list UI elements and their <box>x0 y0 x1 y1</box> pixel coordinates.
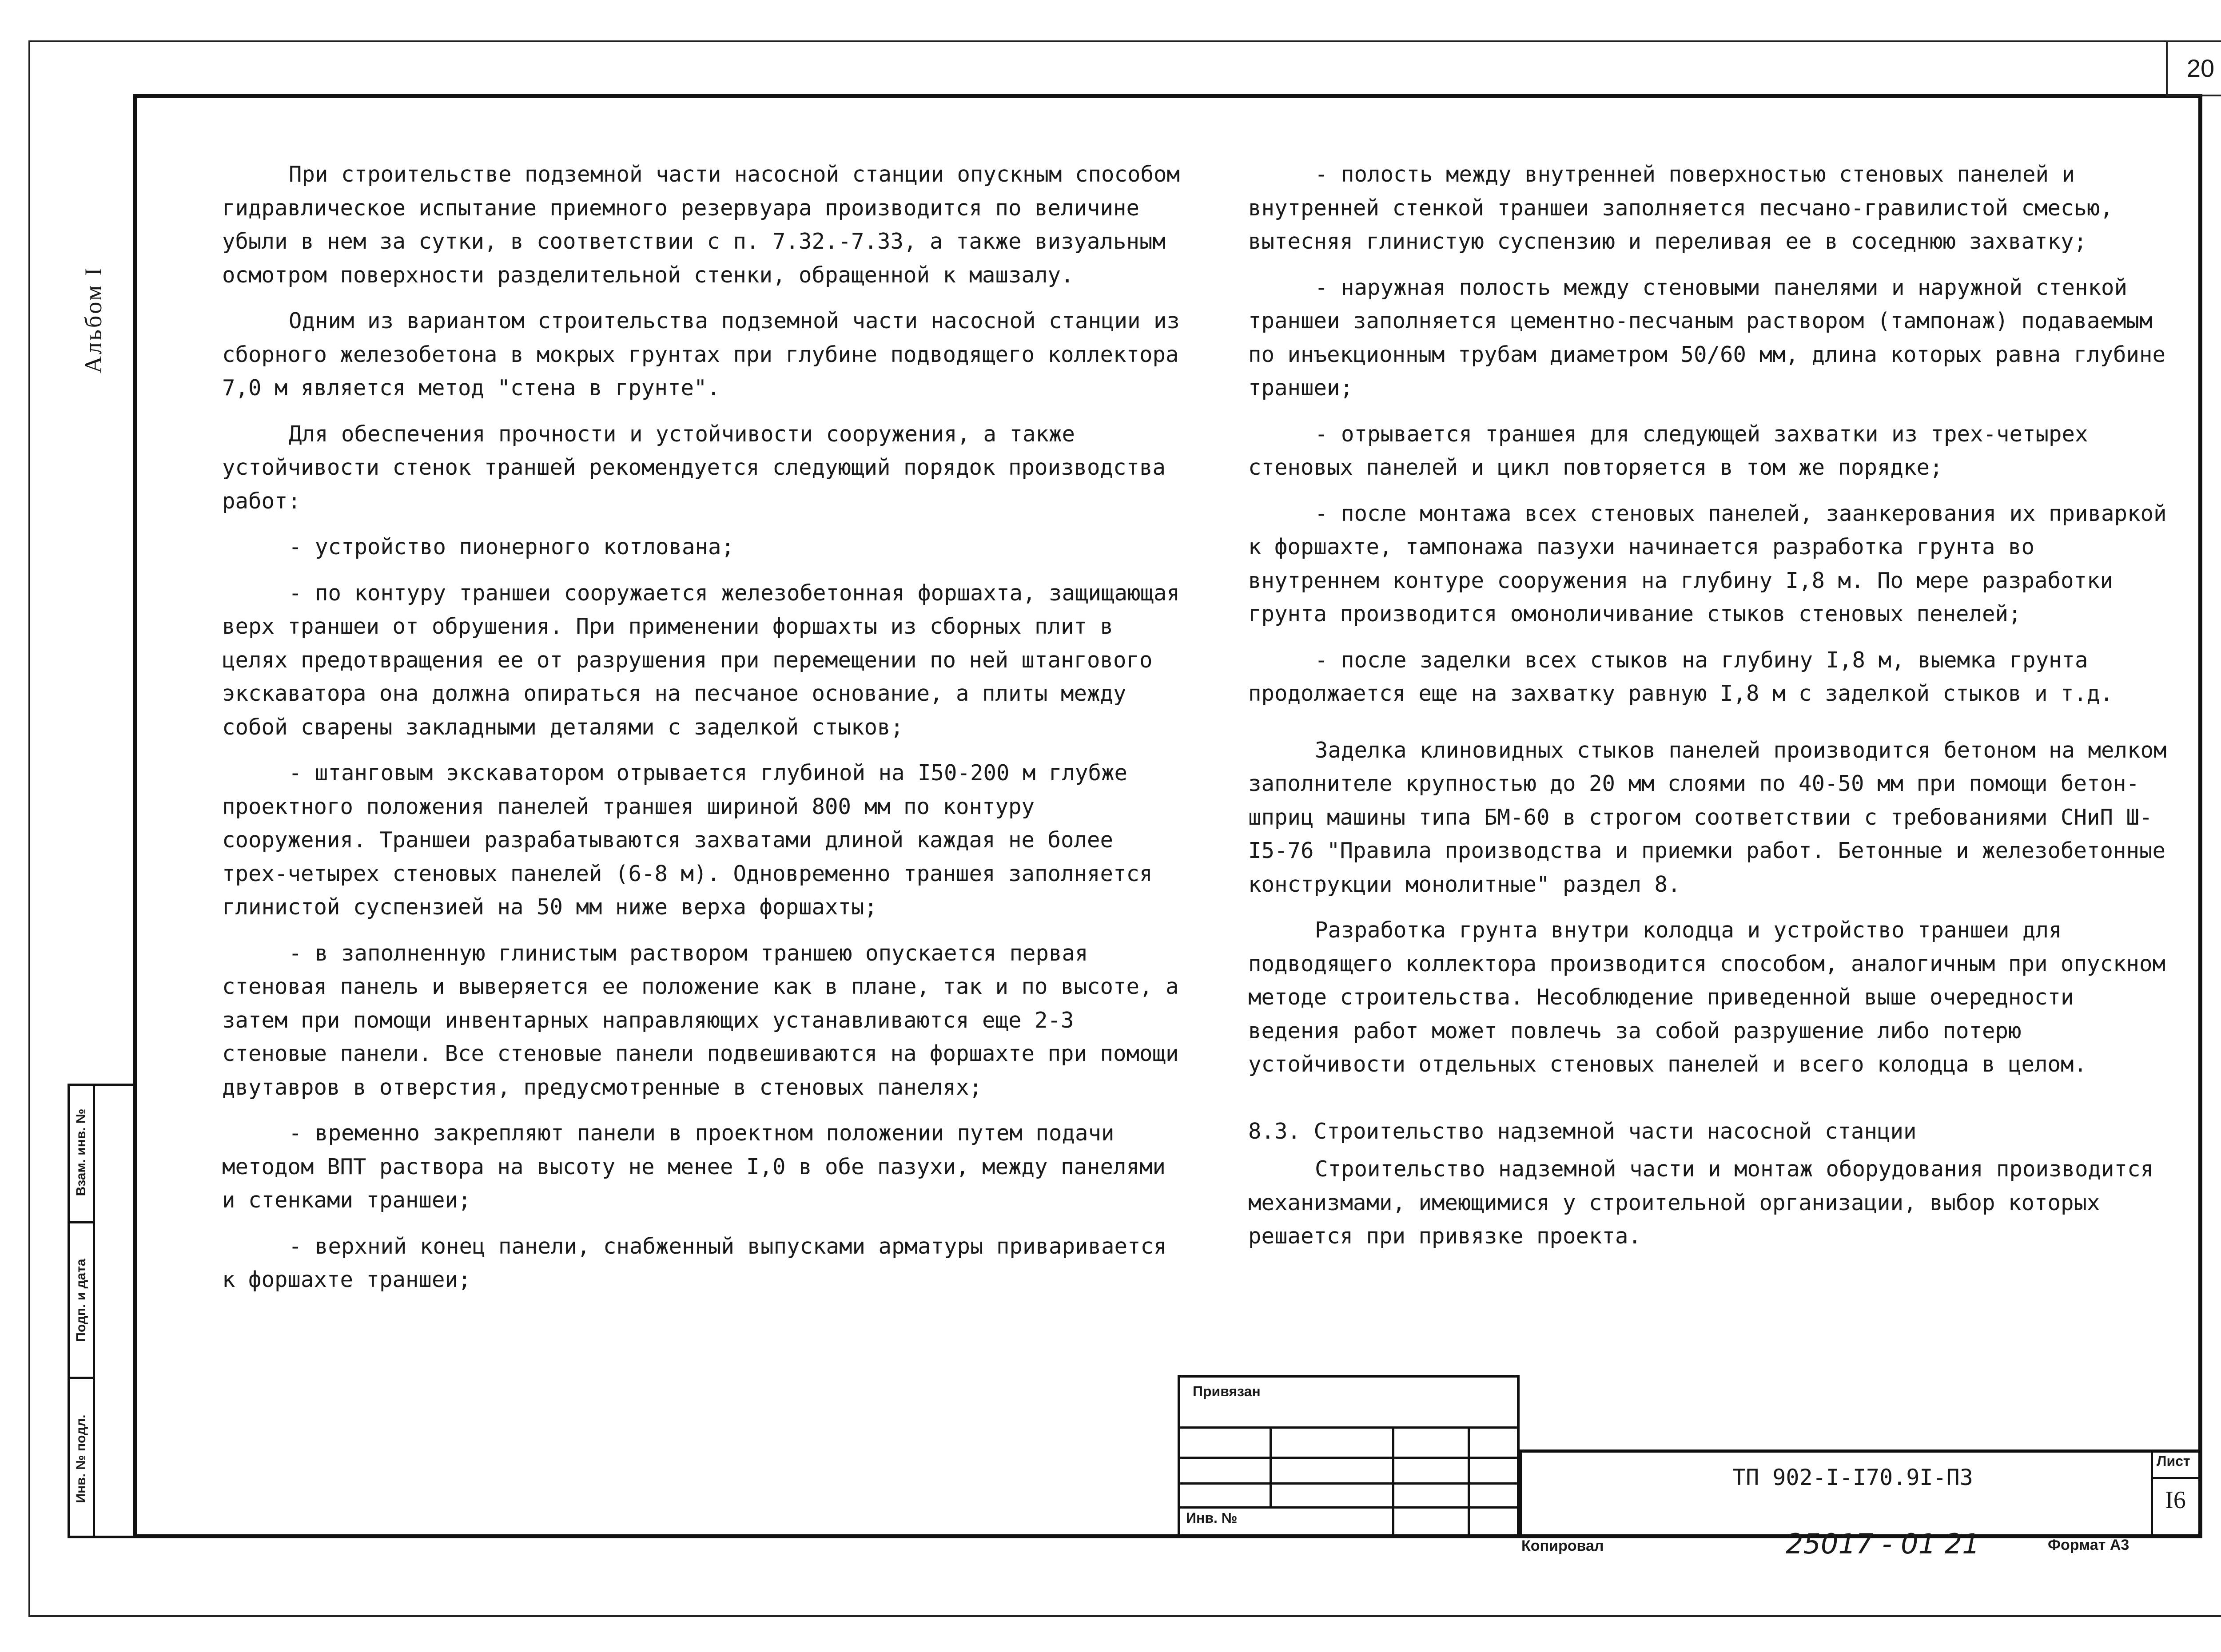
paragraph: Строительство надземной части и монтаж оборудования производится механизмами, имеющимися у строительной организации, выбор которых решается при привязке проекта. <box>1248 1156 2154 1249</box>
paragraph: Одним из вариантом строительства подземной части насосной станции из сборного железобетона в мокрых грунтах при глубине подводящего коллектора 7,0 м является метод "стена в грунте". <box>222 308 1180 401</box>
sheet-number: I6 <box>2165 1486 2186 1514</box>
list-item: - после заделки всех стыков на глубину I,8 м, выемка грунта продолжается еще на захватку равную I,8 м с заделкой стыков и т.д. <box>1248 647 2114 706</box>
side-cell-podp: Подп. и дата <box>68 1221 95 1377</box>
document-code: ТП 902-I-I70.9I-ПЗ <box>1732 1465 1973 1490</box>
list-item: - полость между внутренней поверхностью стеновых панелей и внутренней стенкой траншеи заполняется песчано-гравилистой смесью, вытесняя глинистую суспензию и переливая ее в соседнюю захватку; <box>1248 162 2114 254</box>
sheet-label: Лист <box>2157 1453 2190 1469</box>
side-cell-vzam: Взам. инв. № <box>74 1108 88 1196</box>
list-item: - устройство пионерного котлована; <box>289 534 735 560</box>
handwritten-number: 25017 - 01 21 <box>1786 1528 1980 1560</box>
list-item: - после монтажа всех стеновых панелей, заанкерования их приваркой к форшахте, тампонажа пазухи начинается разработка грунта во внутреннем контуре сооружения на глубину I,8 м. По мере разработки грунта производится омоноличивание стыков стеновых пенелей; <box>1248 500 2167 627</box>
right-text-column <box>1248 158 2177 1253</box>
list-item: - в заполненную глинистым раствором траншею опускается первая стеновая панель и выверяется ее положение как в плане, так и по высоте, а затем при помощи инвентарных направляющих устанавливаются еще 2-3 стеновые панели. Все стеновые панели подвешиваются на форшахте при помощи двутавров в отверстия, предусмотренные в стеновых панелях; <box>222 940 1179 1100</box>
list-item: - временно закрепляют панели в проектном положении путем подачи методом ВПТ раствора на высоту не менее I,0 в обе пазухи, между панелями и стенками траншеи; <box>222 1120 1166 1213</box>
list-item: - наружная полость между стеновыми панелями и наружной стенкой траншеи заполняется цементно-песчаным раствором (тампонаж) подаваемым по инъекционным трубам диаметром 50/60 мм, длина которых равна глубине траншеи; <box>1248 274 2166 401</box>
side-cell-inv-podl: Инв. № подл. <box>68 1377 95 1538</box>
paragraph: Для обеспечения прочности и устойчивости сооружения, а также устойчивости стенок траншей рекомендуется следующий порядок производства работ: <box>222 421 1166 514</box>
page-number: 20 <box>2166 40 2221 96</box>
paragraph: При строительстве подземной части насосной станции опускным способом гидравлическое испытание приемного резервуара производится по величине убыли в нем за сутки, в соответствии с п. 7.32.-7.33, а также визуальным осмотром поверхности разделительной стенки, обращенной к машзалу. <box>222 162 1180 288</box>
left-text-column <box>222 158 1190 1297</box>
list-item: - отрывается траншея для следующей захватки из трех-четырех стеновых панелей и цикл повторяется в том же порядке; <box>1248 421 2088 480</box>
list-item: - по контуру траншеи сооружается железобетонная форшахта, защищающая верх траншеи от обрушения. При применении форшахты из сборных плит в целях предотвращения ее от разрушения при перемещении по ней штангового экскаватора она должна опираться на песчаное основание, а плиты между собой сварены закладными деталями с заделкой стыков; <box>222 580 1180 740</box>
inv-no-label: Инв. № <box>1186 1510 1238 1526</box>
list-item: - верхний конец панели, снабженный выпусками арматуры приваривается к форшахте траншеи; <box>222 1233 1167 1292</box>
side-stamp-column <box>68 1084 95 1538</box>
paragraph: Заделка клиновидных стыков панелей производится бетоном на мелком заполнителе крупностью до 20 мм слоями по 40-50 мм при помощи бетон-шприц машины типа БМ-60 в строгом соответствии с требованиями СНиП Ш-I5-76 "Правила производства и приемки работ. Бетонные и железобетонные конструкции монолитные" раздел 8. <box>1248 737 2167 897</box>
list-item: - штанговым экскаватором отрывается глубиной на I50-200 м глубже проектного положения панелей траншея шириной 800 мм по контуру сооружения. Траншеи разрабатываются захватами длиной каждая не более трех-четырех стеновых панелей (6-8 м). Одновременно траншея заполняется глинистой суспензией на 50 мм ниже верха форшахты; <box>222 760 1153 920</box>
copied-label: Копировал <box>1521 1537 1604 1554</box>
privyazan-label: Привязан <box>1193 1383 1261 1399</box>
section-heading: 8.3. Строительство надземной части насосной станции <box>1248 1118 1917 1144</box>
album-label: Альбом I <box>80 266 107 373</box>
paragraph: Разработка грунта внутри колодца и устройство траншеи для подводящего коллектора производится способом, аналогичным при опускном методе строительства. Несоблюдение приведенной выше очередности ведения работ может повлечь за собой разрушение либо потерю устойчивости отдельных стеновых панелей и всего колодца в целом. <box>1248 917 2166 1077</box>
format-label: Формат А3 <box>2048 1537 2129 1553</box>
